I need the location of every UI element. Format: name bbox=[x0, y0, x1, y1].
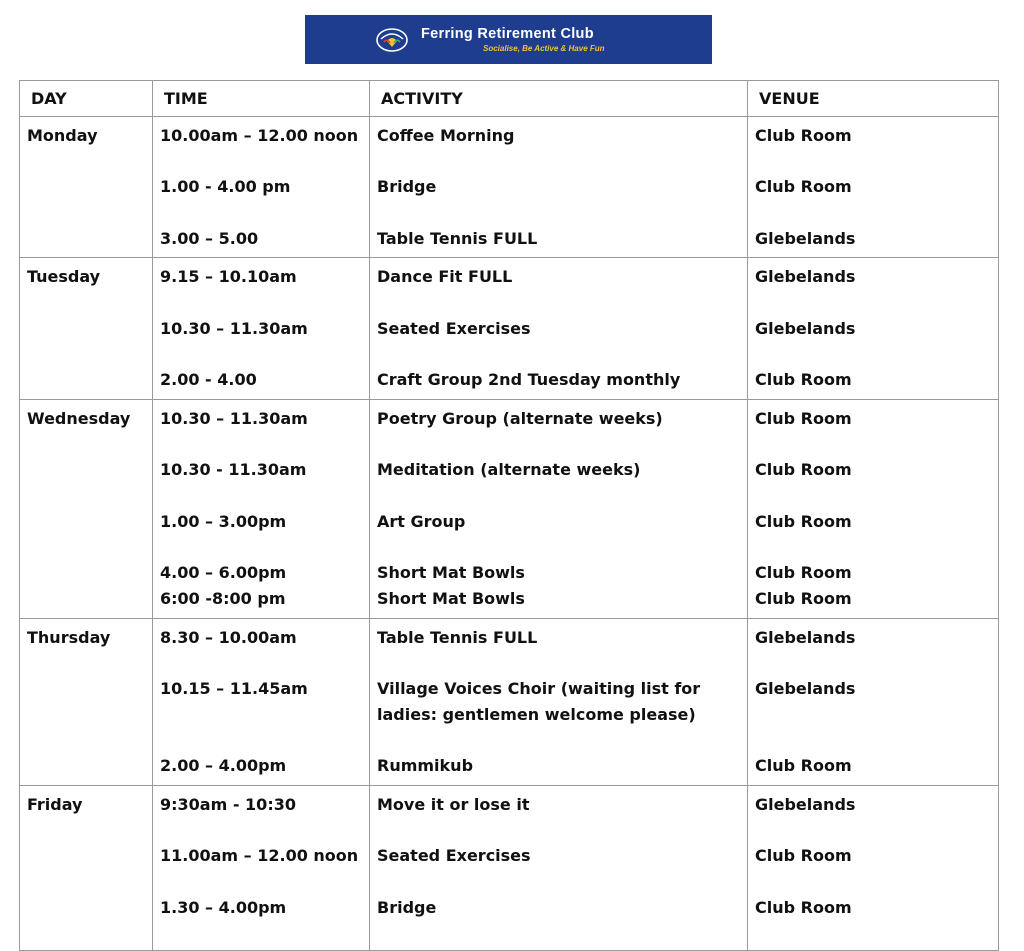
venue-cell bbox=[748, 618, 999, 785]
time-cell bbox=[153, 618, 370, 785]
session-time: 2.00 - 4.00 bbox=[160, 370, 257, 390]
time-cell bbox=[153, 785, 370, 950]
day-label: Monday bbox=[27, 126, 98, 145]
activity-schedule-table bbox=[19, 80, 999, 951]
day-cell bbox=[20, 618, 153, 785]
activity-cell bbox=[370, 618, 748, 785]
session-venue: Club Room bbox=[755, 563, 852, 583]
session-venue: Club Room bbox=[755, 756, 852, 776]
header-row bbox=[20, 81, 999, 117]
time-cell bbox=[153, 117, 370, 258]
venue-cell bbox=[748, 258, 999, 399]
day-label: Friday bbox=[27, 794, 83, 814]
session-time: 1.00 - 4.00 pm bbox=[160, 177, 291, 197]
session-time: 9:30am - 10:30 bbox=[160, 794, 296, 814]
time-cell bbox=[153, 399, 370, 618]
column-header-activity: ACTIVITY bbox=[370, 81, 748, 117]
column-header-day: DAY bbox=[20, 81, 153, 117]
session-venue: Club Room bbox=[755, 408, 852, 428]
day-cell bbox=[20, 785, 153, 950]
session-time: 2.00 – 4.00pm bbox=[160, 756, 287, 776]
session-time: 1.30 – 4.00pm bbox=[160, 897, 287, 917]
session-time: 8.30 – 10.00am bbox=[160, 627, 297, 647]
session-activity: Bridge bbox=[377, 177, 437, 197]
session-activity: Coffee Morning bbox=[377, 126, 515, 145]
club-tagline: Socialise, Be Active & Have Fun bbox=[483, 44, 605, 53]
table-row-thursday bbox=[20, 618, 999, 785]
day-cell bbox=[20, 258, 153, 399]
time-cell bbox=[153, 258, 370, 399]
session-venue: Club Room bbox=[755, 126, 852, 145]
session-activity: Seated Exercises bbox=[377, 318, 531, 338]
session-venue: Club Room bbox=[755, 846, 852, 866]
session-activity: Art Group bbox=[377, 511, 466, 531]
session-activity: Short Mat Bowls bbox=[377, 563, 525, 583]
column-header-time: TIME bbox=[153, 81, 370, 117]
session-venue: Club Room bbox=[755, 588, 852, 608]
session-activity: Rummikub bbox=[377, 756, 474, 776]
session-venue: Glebelands bbox=[755, 627, 856, 647]
day-cell bbox=[20, 117, 153, 258]
table-row-friday bbox=[20, 785, 999, 950]
session-venue: Glebelands bbox=[755, 228, 856, 248]
session-venue: Club Room bbox=[755, 511, 852, 531]
day-label: Wednesday bbox=[27, 408, 131, 428]
venue-cell bbox=[748, 399, 999, 618]
table-row-monday bbox=[20, 117, 999, 258]
session-time: 10.30 - 11.30am bbox=[160, 460, 307, 480]
session-venue: Club Room bbox=[755, 897, 852, 917]
session-venue: Club Room bbox=[755, 370, 852, 390]
club-banner bbox=[305, 15, 712, 64]
session-activity: Move it or lose it bbox=[377, 794, 530, 814]
session-activity: Meditation (alternate weeks) bbox=[377, 460, 641, 480]
day-label: Thursday bbox=[27, 627, 111, 647]
session-time: 3.00 – 5.00 bbox=[160, 228, 259, 248]
session-time: 9.15 – 10.10am bbox=[160, 267, 297, 287]
activity-cell bbox=[370, 117, 748, 258]
session-activity: Short Mat Bowls bbox=[377, 588, 525, 608]
column-header-venue: VENUE bbox=[748, 81, 999, 117]
session-venue: Club Room bbox=[755, 177, 852, 197]
session-time: 1.00 – 3.00pm bbox=[160, 511, 287, 531]
session-time: 6:00 -8:00 pm bbox=[160, 588, 286, 608]
session-venue: Glebelands bbox=[755, 678, 856, 698]
session-time: 10.30 – 11.30am bbox=[160, 408, 308, 428]
session-activity: Village Voices Choir (waiting list for ladies: gentlemen welcome please) bbox=[377, 678, 701, 724]
activity-cell bbox=[370, 785, 748, 950]
venue-cell bbox=[748, 785, 999, 950]
session-activity: Table Tennis FULL bbox=[377, 228, 538, 248]
table-row-tuesday bbox=[20, 258, 999, 399]
session-venue: Glebelands bbox=[755, 318, 856, 338]
session-activity: Dance Fit FULL bbox=[377, 267, 513, 287]
club-logo-icon bbox=[375, 25, 409, 53]
session-time: 4.00 – 6.00pm bbox=[160, 563, 287, 583]
club-name: Ferring Retirement Club bbox=[421, 26, 594, 42]
session-time: 10.15 – 11.45am bbox=[160, 678, 308, 698]
day-label: Tuesday bbox=[27, 267, 101, 287]
session-time: 11.00am – 12.00 noon bbox=[160, 846, 359, 866]
session-time: 10.30 – 11.30am bbox=[160, 318, 308, 338]
activity-cell bbox=[370, 258, 748, 399]
session-activity: Bridge bbox=[377, 897, 437, 917]
session-venue: Club Room bbox=[755, 460, 852, 480]
day-cell bbox=[20, 399, 153, 618]
session-activity: Craft Group 2nd Tuesday monthly bbox=[377, 370, 681, 390]
session-venue: Glebelands bbox=[755, 267, 856, 287]
session-venue: Glebelands bbox=[755, 794, 856, 814]
activity-cell bbox=[370, 399, 748, 618]
session-activity: Seated Exercises bbox=[377, 846, 531, 866]
session-time: 10.00am – 12.00 noon bbox=[160, 126, 359, 145]
session-activity: Poetry Group (alternate weeks) bbox=[377, 408, 663, 428]
venue-cell bbox=[748, 117, 999, 258]
session-activity: Table Tennis FULL bbox=[377, 627, 538, 647]
table-row-wednesday bbox=[20, 399, 999, 618]
